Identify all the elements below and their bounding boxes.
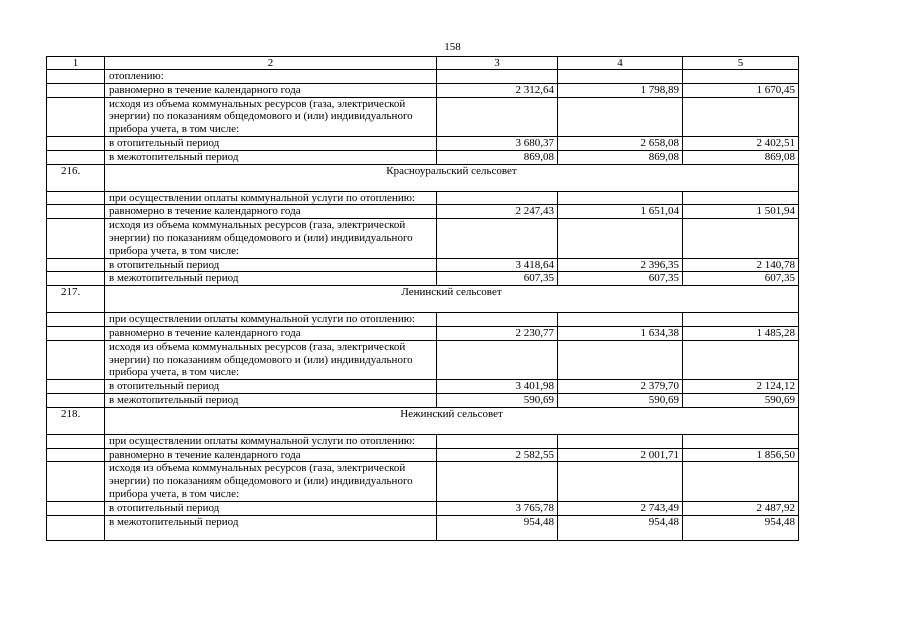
value-cell: 954,48 <box>683 515 799 540</box>
value-cell: 2 487,92 <box>683 501 799 515</box>
value-cell: 3 418,64 <box>437 258 558 272</box>
column-number: 4 <box>558 57 683 70</box>
row-label: в отопительный период <box>105 380 437 394</box>
value-cell: 2 247,43 <box>437 205 558 219</box>
value-cell <box>683 313 799 327</box>
data-row <box>47 326 799 340</box>
row-label: равномерно в течение календарного года <box>105 83 437 97</box>
data-row <box>47 150 799 164</box>
section-title: Красноуральский сельсовет <box>105 164 799 191</box>
column-number: 5 <box>683 57 799 70</box>
value-cell: 954,48 <box>437 515 558 540</box>
section-row <box>47 407 799 434</box>
row-label: в межотопительный период <box>105 393 437 407</box>
page-number: 158 <box>444 41 461 53</box>
column-number: 2 <box>105 57 437 70</box>
description-row <box>47 219 799 258</box>
value-cell: 1 485,28 <box>683 326 799 340</box>
item-number <box>47 515 105 540</box>
row-label: равномерно в течение календарного года <box>105 326 437 340</box>
value-cell <box>558 434 683 448</box>
item-number: 218. <box>47 407 105 434</box>
value-cell: 2 230,77 <box>437 326 558 340</box>
value-cell: 2 658,08 <box>558 136 683 150</box>
item-number <box>47 70 105 84</box>
value-cell <box>558 219 683 258</box>
item-number <box>47 136 105 150</box>
row-label: при осуществлении оплаты коммунальной услуги по отоплению: <box>105 313 437 327</box>
row-label: отоплению: <box>105 70 437 84</box>
tariff-table <box>46 56 799 541</box>
value-cell: 3 401,98 <box>437 380 558 394</box>
item-number <box>47 313 105 327</box>
value-cell <box>437 191 558 205</box>
item-number <box>47 83 105 97</box>
value-cell: 2 140,78 <box>683 258 799 272</box>
description-row <box>47 97 799 136</box>
column-number: 1 <box>47 57 105 70</box>
value-cell <box>437 70 558 84</box>
value-cell: 607,35 <box>683 272 799 286</box>
value-cell <box>558 313 683 327</box>
value-cell: 2 582,55 <box>437 448 558 462</box>
data-row <box>47 448 799 462</box>
value-cell <box>683 434 799 448</box>
value-cell <box>683 97 799 136</box>
value-cell: 1 634,38 <box>558 326 683 340</box>
item-number <box>47 448 105 462</box>
value-cell: 607,35 <box>558 272 683 286</box>
value-cell <box>683 70 799 84</box>
value-cell: 869,08 <box>437 150 558 164</box>
item-number <box>47 380 105 394</box>
row-label: равномерно в течение календарного года <box>105 448 437 462</box>
data-row <box>47 272 799 286</box>
item-number <box>47 462 105 501</box>
value-cell <box>437 97 558 136</box>
row-label: при осуществлении оплаты коммунальной услуги по отоплению: <box>105 191 437 205</box>
value-cell <box>683 191 799 205</box>
item-number: 217. <box>47 286 105 313</box>
value-cell <box>437 313 558 327</box>
description-row <box>47 462 799 501</box>
description-row <box>47 70 799 84</box>
data-row <box>47 501 799 515</box>
value-cell <box>558 462 683 501</box>
value-cell: 2 396,35 <box>558 258 683 272</box>
value-cell <box>437 434 558 448</box>
value-cell: 1 856,50 <box>683 448 799 462</box>
value-cell: 2 379,70 <box>558 380 683 394</box>
row-label: исходя из объема коммунальных ресурсов (газа, электрической энергии) по показаниям общедомового и (или) индивидуального прибора учета, в том числе: <box>105 97 437 136</box>
value-cell: 2 312,64 <box>437 83 558 97</box>
item-number <box>47 501 105 515</box>
value-cell <box>437 219 558 258</box>
value-cell: 1 798,89 <box>558 83 683 97</box>
row-label: в межотопительный период <box>105 272 437 286</box>
row-label: в отопительный период <box>105 136 437 150</box>
data-row <box>47 380 799 394</box>
data-row <box>47 83 799 97</box>
section-row <box>47 286 799 313</box>
row-label: в отопительный период <box>105 501 437 515</box>
item-number <box>47 326 105 340</box>
description-row <box>47 191 799 205</box>
value-cell <box>558 70 683 84</box>
value-cell: 607,35 <box>437 272 558 286</box>
value-cell: 2 124,12 <box>683 380 799 394</box>
data-row <box>47 393 799 407</box>
value-cell: 590,69 <box>437 393 558 407</box>
value-cell: 954,48 <box>558 515 683 540</box>
column-number-row <box>47 57 799 70</box>
data-row <box>47 258 799 272</box>
value-cell: 590,69 <box>683 393 799 407</box>
item-number <box>47 97 105 136</box>
value-cell: 2 001,71 <box>558 448 683 462</box>
column-number: 3 <box>437 57 558 70</box>
section-row <box>47 164 799 191</box>
value-cell <box>558 340 683 379</box>
row-label: в межотопительный период <box>105 150 437 164</box>
row-label: при осуществлении оплаты коммунальной услуги по отоплению: <box>105 434 437 448</box>
value-cell <box>558 97 683 136</box>
value-cell <box>558 191 683 205</box>
value-cell <box>683 219 799 258</box>
value-cell: 2 743,49 <box>558 501 683 515</box>
item-number <box>47 205 105 219</box>
item-number <box>47 219 105 258</box>
item-number <box>47 191 105 205</box>
data-row <box>47 515 799 540</box>
value-cell: 1 501,94 <box>683 205 799 219</box>
value-cell: 1 651,04 <box>558 205 683 219</box>
item-number <box>47 150 105 164</box>
value-cell: 3 680,37 <box>437 136 558 150</box>
value-cell <box>683 462 799 501</box>
item-number <box>47 340 105 379</box>
value-cell: 869,08 <box>683 150 799 164</box>
value-cell: 590,69 <box>558 393 683 407</box>
value-cell <box>437 340 558 379</box>
value-cell: 2 402,51 <box>683 136 799 150</box>
row-label: исходя из объема коммунальных ресурсов (газа, электрической энергии) по показаниям общедомового и (или) индивидуального прибора учета, в том числе: <box>105 462 437 501</box>
item-number <box>47 393 105 407</box>
description-row <box>47 340 799 379</box>
value-cell: 869,08 <box>558 150 683 164</box>
description-row <box>47 434 799 448</box>
tariff-table-body <box>47 57 799 541</box>
value-cell <box>437 462 558 501</box>
value-cell: 3 765,78 <box>437 501 558 515</box>
row-label: равномерно в течение календарного года <box>105 205 437 219</box>
item-number <box>47 258 105 272</box>
description-row <box>47 313 799 327</box>
value-cell: 1 670,45 <box>683 83 799 97</box>
item-number: 216. <box>47 164 105 191</box>
row-label: в отопительный период <box>105 258 437 272</box>
data-row <box>47 136 799 150</box>
item-number <box>47 434 105 448</box>
row-label: исходя из объема коммунальных ресурсов (газа, электрической энергии) по показаниям общедомового и (или) индивидуального прибора учета, в том числе: <box>105 219 437 258</box>
item-number <box>47 272 105 286</box>
row-label: в межотопительный период <box>105 515 437 540</box>
value-cell <box>683 340 799 379</box>
row-label: исходя из объема коммунальных ресурсов (газа, электрической энергии) по показаниям общедомового и (или) индивидуального прибора учета, в том числе: <box>105 340 437 379</box>
section-title: Нежинский сельсовет <box>105 407 799 434</box>
data-row <box>47 205 799 219</box>
section-title: Ленинский сельсовет <box>105 286 799 313</box>
